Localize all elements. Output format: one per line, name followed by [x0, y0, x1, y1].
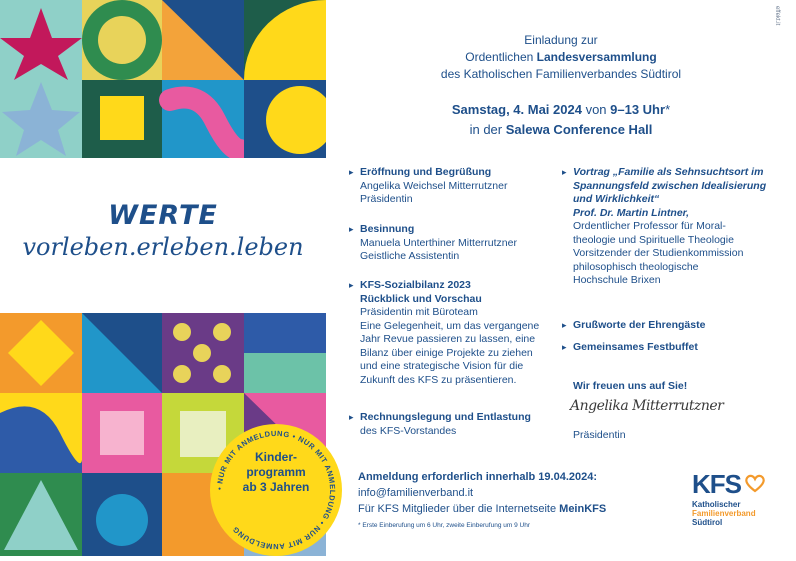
- agenda-item: [349, 223, 560, 264]
- time-value: 9–13 Uhr: [610, 102, 666, 117]
- arrow-icon: ▸: [349, 167, 354, 177]
- agenda-desc: Ordentlicher Professor für Moral- theologie und Spirituelle Theologie Vorsitzender der Studienkommission philosophisch theologische Hochschule Brixen: [573, 220, 744, 286]
- closing-greeting: Wir freuen uns auf Sie!: [573, 380, 688, 392]
- logo-line3: Südtirol: [692, 518, 723, 527]
- place-line: [326, 121, 796, 139]
- agenda-title: KFS-Sozialbilanz 2023 Rückblick und Vorschau: [360, 279, 482, 305]
- header-line3: des Katholischen Familienverbandes Südtirol: [440, 67, 682, 81]
- heart-icon: [744, 472, 766, 494]
- agenda-item: [562, 319, 788, 333]
- registration-email[interactable]: info@familienverband.it: [358, 487, 474, 499]
- agenda-item: [349, 411, 570, 438]
- agenda-item: [349, 279, 570, 387]
- arrow-icon: ▸: [562, 320, 567, 330]
- place-pre: in der: [469, 122, 506, 137]
- agenda-title: Vortrag „Familie als Sehnsuchtsort im Spannungsfeld zwischen Idealisierung und Wirklichkeit“ Prof. Dr. Martin Lintner,: [573, 166, 767, 219]
- side-credit: effekt.it: [774, 6, 780, 26]
- header-line2: [326, 49, 796, 65]
- agenda-desc: Angelika Weichsel Mitterrutzner Präsidentin: [360, 179, 508, 205]
- agenda-title: Eröffnung und Begrüßung: [360, 166, 492, 178]
- invitation-panel: [326, 0, 796, 556]
- agenda-title: Gemeinsames Festbuffet: [573, 341, 698, 353]
- registration-members: [358, 503, 606, 515]
- header-line2-bold: Landesversammlung: [536, 50, 657, 64]
- agenda-title: Rechnungslegung und Entlastung: [360, 411, 531, 423]
- kfs-logo: [692, 470, 792, 532]
- motto-line1: WERTE: [108, 200, 218, 231]
- motto: [0, 200, 326, 261]
- place-value: Salewa Conference Hall: [505, 122, 653, 137]
- arrow-icon: ▸: [562, 342, 567, 352]
- date-value: Samstag, 4. Mai 2024: [451, 102, 582, 117]
- artwork-panel: [0, 0, 338, 556]
- agenda-desc: des KFS-Vorstandes: [360, 424, 457, 437]
- top-pattern: [0, 0, 326, 158]
- agenda-item: [562, 341, 788, 355]
- logo-abbr: KFS: [692, 469, 741, 499]
- header-line2-normal: Ordentlichen: [465, 50, 537, 64]
- arrow-icon: ▸: [562, 167, 567, 177]
- arrow-icon: ▸: [349, 412, 354, 422]
- signature: Angelika Mitterrutzner: [570, 398, 724, 414]
- agenda-title: Grußworte der Ehrengäste: [573, 319, 706, 331]
- badge-main-text: Kinder- programm ab 3 Jahren: [242, 450, 310, 494]
- date-star: *: [665, 102, 671, 117]
- kids-program-badge: [210, 424, 342, 556]
- agenda-desc: Präsidentin mit Büroteam Eine Gelegenheit, um das vergangene Jahr Revue passieren zu lassen, eine Bilanz über einige Projekte zu ziehen und eine strategische Vision für die Zukunft des KFS zu präsentieren.: [360, 306, 540, 386]
- badge-ring-text: • NUR MIT ANMELDUNG • NUR MIT ANMELDUNG • NUR MIT ANMELDUNG: [214, 428, 338, 552]
- date-line: [326, 101, 796, 119]
- header-line1: Einladung zur: [524, 33, 598, 47]
- logo-line2: Familienverband: [692, 509, 756, 518]
- agenda-title: Besinnung: [360, 223, 415, 235]
- agenda-item: [562, 166, 788, 288]
- meinkfs-link[interactable]: MeinKFS: [559, 503, 607, 515]
- logo-line1: Katholischer: [692, 500, 741, 509]
- agenda-item: [349, 166, 560, 207]
- footnote: * Erste Einberufung um 6 Uhr, zweite Einberufung um 9 Uhr: [358, 522, 530, 529]
- signature-role: Präsidentin: [573, 429, 626, 441]
- agenda-desc: Manuela Unterthiner Mitterrutzner Geistliche Assistentin: [360, 236, 517, 262]
- date-von: von: [581, 102, 611, 117]
- motto-line2: vorleben.erleben.leben: [22, 233, 304, 261]
- registration-title: Anmeldung erforderlich innerhalb 19.04.2024:: [358, 471, 598, 483]
- arrow-icon: ▸: [349, 224, 354, 234]
- arrow-icon: ▸: [349, 280, 354, 290]
- registration-members-text: Für KFS Mitglieder über die Internetseite: [358, 503, 560, 515]
